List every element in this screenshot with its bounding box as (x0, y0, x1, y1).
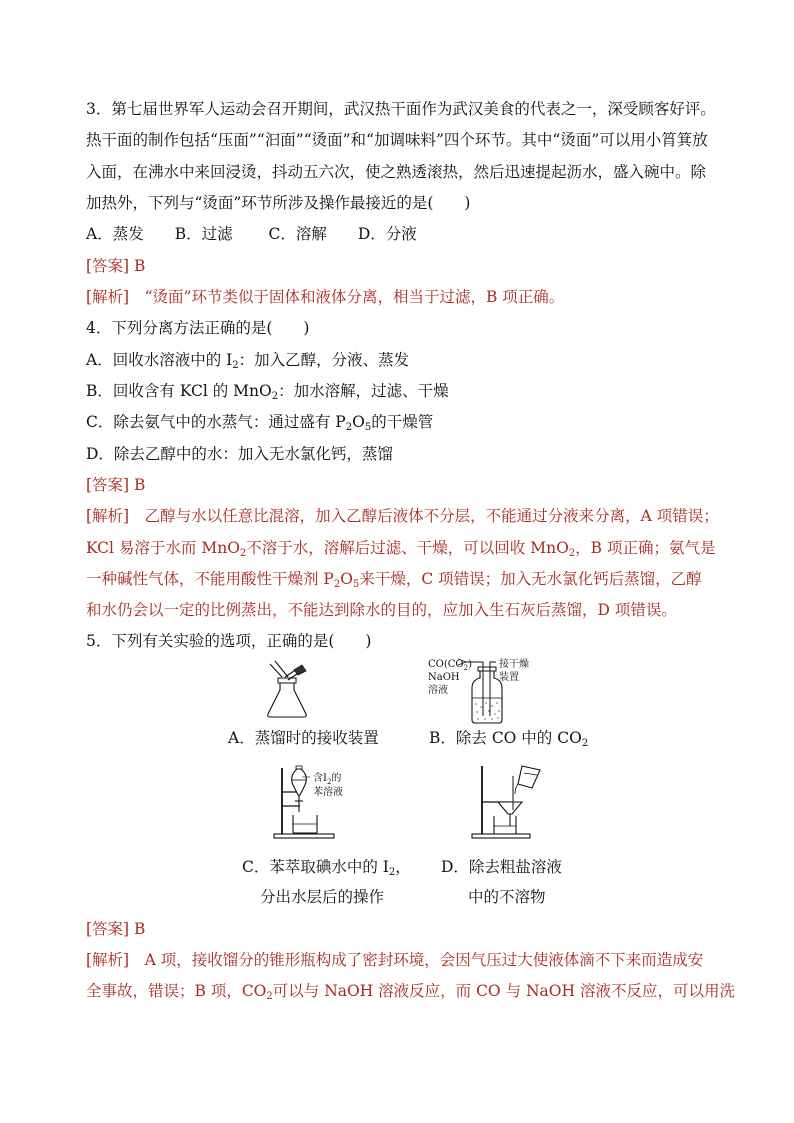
q5-stem: 5．下列有关实验的选项，正确的是( ) (86, 632, 372, 650)
q5-answer: [答案] B (86, 920, 146, 938)
svg-text:装置: 装置 (499, 672, 519, 683)
svg-text:CO(CO2): $CO(CO_2)$ (428, 659, 472, 672)
fig-c-caption-line-1: C．苯萃取碘水中的 $I_2$， (242, 858, 411, 878)
q3-answer: [答案] B (86, 257, 146, 275)
svg-text:NaOH: NaOH (428, 672, 460, 683)
fig-c-separatory-funnel (272, 762, 362, 840)
q4-option-a: A．回收水溶液中的 $I_2$：加入乙醇，分液、蒸发 (86, 351, 410, 371)
q4-analysis-line-3: 一种碱性气体，不能用酸性干燥剂 $P_2O_5$来干燥，C 项错误；加入无水氯化钙后蒸馏，乙醇 (86, 570, 702, 590)
fig-d-caption-line-2: 中的不溶物 (468, 888, 546, 906)
q4-option-c: C．除去氨气中的水蒸气：通过盛有 $P_2O_5$的干燥管 (86, 413, 434, 433)
svg-text:溶液: 溶液 (428, 685, 448, 696)
q4-option-b: B．回收含有 KCl 的 MnO$_2$：加水溶解，过滤、干燥 (86, 382, 449, 402)
svg-text:含I2的: 含$I_2$的 (313, 773, 342, 786)
q3-stem-line-4: 加热外，下列与“烫面”环节所涉及操作最接近的是( ) (86, 194, 471, 212)
fig-c-caption-line-2: 分出水层后的操作 (260, 888, 385, 906)
q4-analysis-line-1: [解析] 乙醇与水以任意比混溶，加入乙醇后液体不分层，不能通过分液来分离，A 项错误； (86, 507, 719, 525)
svg-text:接干燥: 接干燥 (499, 659, 529, 670)
fig-a-receiving-flask (262, 660, 322, 720)
q3-analysis: [解析] “烫面”环节类似于固体和液体分离，相当于过滤，B 项正确。 (86, 288, 565, 306)
fig-b-gas-washing-bottle (428, 656, 540, 726)
q3-options: A．蒸发 B．过滤 C．溶解 D．分液 (86, 225, 417, 243)
fig-a-caption: A．蒸馏时的接收装置 (228, 729, 379, 747)
q3-stem-line-3: 入面，在沸水中来回浸烫，抖动五六次，使之熟透滚热，然后迅速提起沥水，盛入碗中。除 (86, 163, 707, 181)
q4-answer: [答案] B (86, 476, 146, 494)
q4-analysis-line-2: KCl 易溶于水而 MnO$_2$不溶于水，溶解后过滤、干燥，可以回收 MnO$_2$，B 项正确；氨气是 (86, 539, 716, 559)
q5-analysis-line-2: 全事故，错误；B 项，$CO_2$可以与 NaOH 溶液反应，而 CO 与 NaOH 溶液不反应，可以用洗 (86, 982, 735, 1002)
fig-d-caption-line-1: D．除去粗盐溶液 (441, 858, 562, 876)
q4-option-d: D．除去乙醇中的水：加入无水氯化钙，蒸馏 (86, 445, 393, 463)
q3-stem-line-2: 热干面的制作包括“压面”“汩面”“烫面”和“加调味料”四个环节。其中“烫面”可以用小筲箕放 (86, 131, 708, 149)
q4-analysis-line-4: 和水仍会以一定的比例蒸出，不能达到除水的目的，应加入生石灰后蒸馏，D 项错误。 (86, 601, 677, 619)
fig-b-caption: B．除去 CO 中的 $CO_2$ (429, 729, 589, 749)
svg-text:苯溶液: 苯溶液 (313, 787, 343, 798)
q3-stem-line-1: 3．第七届世界军人运动会召开期间，武汉热干面作为武汉美食的代表之一，深受顾客好评。 (86, 100, 716, 118)
q4-stem: 4．下列分离方法正确的是( ) (86, 319, 310, 337)
fig-d-filtration (470, 760, 546, 840)
q5-analysis-line-1: [解析] A 项，接收馏分的锥形瓶构成了密封环境，会因气压过大使液体滴不下来而造成安 (86, 951, 704, 969)
